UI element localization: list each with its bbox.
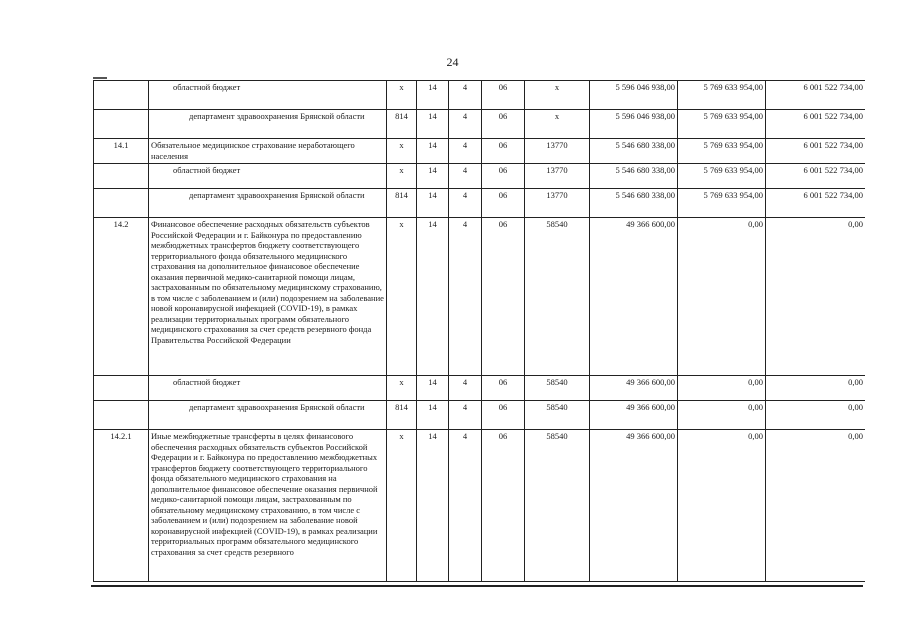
cell-code: 58540 bbox=[525, 430, 590, 582]
budget-table bbox=[93, 80, 865, 582]
cell-number bbox=[94, 110, 149, 139]
cell-number bbox=[94, 164, 149, 189]
cell-name: областной бюджет bbox=[149, 376, 387, 401]
cell-code: x bbox=[525, 81, 590, 110]
cell-target-item: 06 bbox=[482, 81, 525, 110]
cell-subsection: 4 bbox=[449, 81, 482, 110]
cell-target-item: 06 bbox=[482, 110, 525, 139]
cell-grbs: x bbox=[387, 139, 417, 164]
scan-artifact bbox=[93, 77, 107, 79]
cell-amount-year-2: 5 769 633 954,00 bbox=[678, 139, 766, 164]
cell-amount-year-3: 6 001 522 734,00 bbox=[766, 110, 866, 139]
cell-amount-year-3: 0,00 bbox=[766, 430, 866, 582]
cell-amount-year-1: 49 366 600,00 bbox=[590, 376, 678, 401]
cell-name: областной бюджет bbox=[149, 81, 387, 110]
cell-amount-year-2: 5 769 633 954,00 bbox=[678, 189, 766, 218]
cell-grbs: x bbox=[387, 376, 417, 401]
cell-grbs: x bbox=[387, 164, 417, 189]
cell-amount-year-3: 6 001 522 734,00 bbox=[766, 139, 866, 164]
cell-grbs: 814 bbox=[387, 110, 417, 139]
page-number: 24 bbox=[446, 55, 459, 69]
cell-amount-year-3: 6 001 522 734,00 bbox=[766, 189, 866, 218]
cell-section: 14 bbox=[417, 110, 449, 139]
cell-number: 14.2.1 bbox=[94, 430, 149, 582]
cell-amount-year-2: 5 769 633 954,00 bbox=[678, 164, 766, 189]
cell-target-item: 06 bbox=[482, 164, 525, 189]
table-row bbox=[94, 189, 866, 218]
cell-amount-year-2: 0,00 bbox=[678, 401, 766, 430]
cell-name: Финансовое обеспечение расходных обязательств субъектов Российской Федерации и г. Байконура по предоставлению межбюджетных трансфертов бюджету соответствующего территориального фонда обязательного медицинского страхования на дополнительное финансовое обеспечение оказания первичной медико-санитарной помощи лицам, застрахованным по обязательному медицинскому страхованию, в том числе с заболеванием и (или) подозрением на заболевание новой коронавирусной инфекцией (COVID-19), в рамках реализации территориальных программ обязательного медицинского страхования за счет средств резервного фонда Правительства Российской Федерации bbox=[149, 218, 387, 376]
cell-amount-year-1: 5 546 680 338,00 bbox=[590, 189, 678, 218]
cell-number: 14.2 bbox=[94, 218, 149, 376]
cell-grbs: 814 bbox=[387, 401, 417, 430]
cell-section: 14 bbox=[417, 218, 449, 376]
cell-number bbox=[94, 189, 149, 218]
cell-subsection: 4 bbox=[449, 110, 482, 139]
cell-amount-year-1: 5 596 046 938,00 bbox=[590, 110, 678, 139]
cell-code: 13770 bbox=[525, 164, 590, 189]
table-row bbox=[94, 376, 866, 401]
cell-grbs: 814 bbox=[387, 189, 417, 218]
cell-target-item: 06 bbox=[482, 189, 525, 218]
cell-grbs: x bbox=[387, 81, 417, 110]
cell-name: областной бюджет bbox=[149, 164, 387, 189]
cell-amount-year-2: 5 769 633 954,00 bbox=[678, 110, 766, 139]
table-row bbox=[94, 218, 866, 376]
cell-code: 58540 bbox=[525, 376, 590, 401]
cell-section: 14 bbox=[417, 430, 449, 582]
cell-amount-year-1: 49 366 600,00 bbox=[590, 430, 678, 582]
cell-section: 14 bbox=[417, 81, 449, 110]
cell-subsection: 4 bbox=[449, 430, 482, 582]
cell-target-item: 06 bbox=[482, 139, 525, 164]
cell-amount-year-1: 49 366 600,00 bbox=[590, 401, 678, 430]
table-row bbox=[94, 139, 866, 164]
cell-code: 13770 bbox=[525, 139, 590, 164]
cell-subsection: 4 bbox=[449, 218, 482, 376]
table-row bbox=[94, 430, 866, 582]
table-row bbox=[94, 81, 866, 110]
cell-amount-year-2: 0,00 bbox=[678, 376, 766, 401]
cell-amount-year-1: 5 546 680 338,00 bbox=[590, 164, 678, 189]
cell-name: департамент здравоохранения Брянской области bbox=[149, 401, 387, 430]
table-row bbox=[94, 401, 866, 430]
cell-number: 14.1 bbox=[94, 139, 149, 164]
table-body bbox=[94, 81, 866, 582]
cell-amount-year-3: 6 001 522 734,00 bbox=[766, 164, 866, 189]
cell-amount-year-3: 6 001 522 734,00 bbox=[766, 81, 866, 110]
cell-number bbox=[94, 81, 149, 110]
cell-subsection: 4 bbox=[449, 189, 482, 218]
cell-amount-year-2: 0,00 bbox=[678, 218, 766, 376]
table-row bbox=[94, 164, 866, 189]
cell-section: 14 bbox=[417, 189, 449, 218]
cell-code: 58540 bbox=[525, 218, 590, 376]
cell-target-item: 06 bbox=[482, 401, 525, 430]
cell-amount-year-3: 0,00 bbox=[766, 376, 866, 401]
cell-amount-year-2: 0,00 bbox=[678, 430, 766, 582]
cell-section: 14 bbox=[417, 401, 449, 430]
cell-amount-year-3: 0,00 bbox=[766, 218, 866, 376]
table-bottom-border bbox=[91, 585, 863, 587]
cell-amount-year-1: 49 366 600,00 bbox=[590, 218, 678, 376]
cell-amount-year-1: 5 596 046 938,00 bbox=[590, 81, 678, 110]
cell-subsection: 4 bbox=[449, 401, 482, 430]
cell-amount-year-3: 0,00 bbox=[766, 401, 866, 430]
budget-table-container bbox=[93, 80, 865, 586]
cell-number bbox=[94, 401, 149, 430]
cell-subsection: 4 bbox=[449, 376, 482, 401]
cell-target-item: 06 bbox=[482, 430, 525, 582]
cell-subsection: 4 bbox=[449, 164, 482, 189]
cell-subsection: 4 bbox=[449, 139, 482, 164]
cell-name: Обязательное медицинское страхование неработающего населения bbox=[149, 139, 387, 164]
cell-name: департамент здравоохранения Брянской области bbox=[149, 189, 387, 218]
cell-section: 14 bbox=[417, 139, 449, 164]
cell-code: x bbox=[525, 110, 590, 139]
cell-section: 14 bbox=[417, 164, 449, 189]
cell-target-item: 06 bbox=[482, 376, 525, 401]
cell-grbs: x bbox=[387, 218, 417, 376]
cell-name: департамент здравоохранения Брянской области bbox=[149, 110, 387, 139]
cell-code: 58540 bbox=[525, 401, 590, 430]
cell-target-item: 06 bbox=[482, 218, 525, 376]
cell-name: Иные межбюджетные трансферты в целях финансового обеспечения расходных обязательств субъектов Российской Федерации и г. Байконура по предоставлению межбюджетных трансфертов бюджету соответствующего территориального фонда обязательного медицинского страхования на дополнительное финансовое обеспечение оказания первичной медико-санитарной помощи лицам, застрахованным по обязательному медицинскому страхованию, в том числе с заболеванием и (или) подозрением на заболевание новой коронавирусной инфекцией (COVID-19), в рамках реализации территориальных программ обязательного медицинского страхования за счет средств резервного bbox=[149, 430, 387, 582]
table-row bbox=[94, 110, 866, 139]
cell-code: 13770 bbox=[525, 189, 590, 218]
cell-amount-year-2: 5 769 633 954,00 bbox=[678, 81, 766, 110]
cell-number bbox=[94, 376, 149, 401]
cell-section: 14 bbox=[417, 376, 449, 401]
cell-grbs: x bbox=[387, 430, 417, 582]
cell-amount-year-1: 5 546 680 338,00 bbox=[590, 139, 678, 164]
